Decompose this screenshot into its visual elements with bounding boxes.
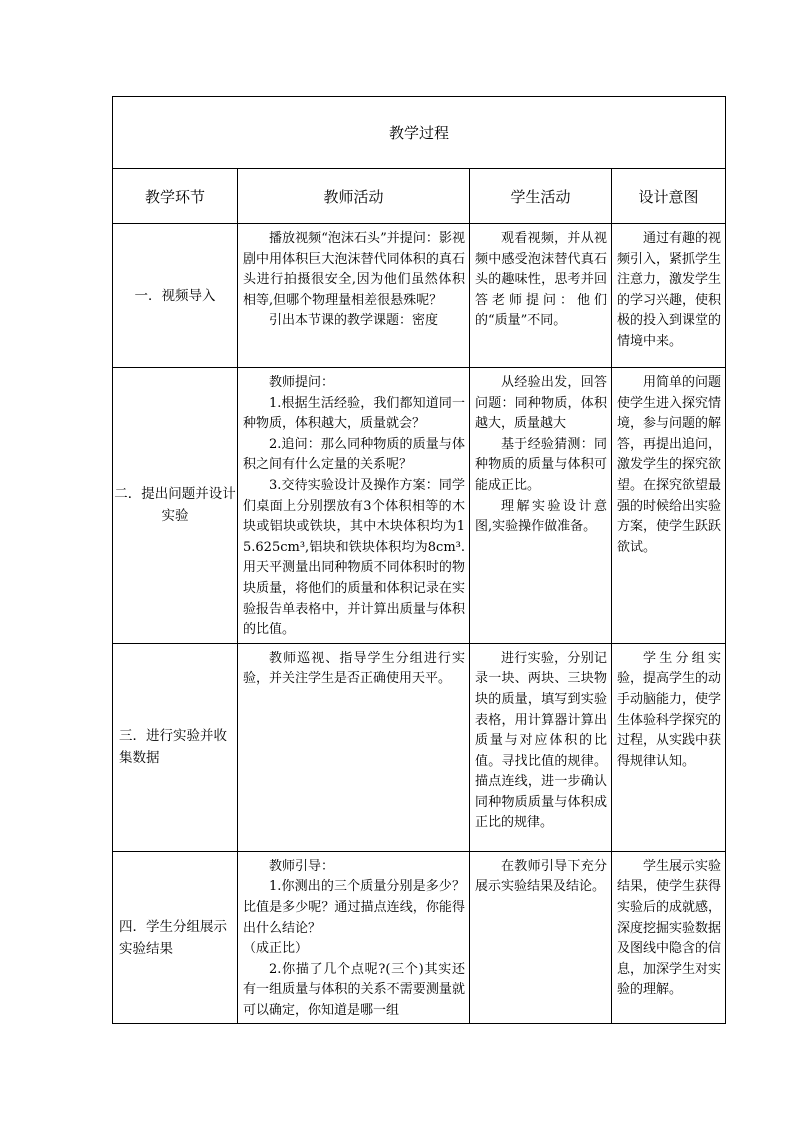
teacher-paragraph: 引出本节课的教学课题：密度 [269, 313, 439, 329]
teacher-paragraph: 2.追问：那么同种物质的质量与体积之间有什么定量的关系呢？ [243, 436, 465, 473]
design-intent-cell [612, 643, 726, 851]
teacher-paragraph: 教师引导： [269, 858, 335, 874]
teacher-paragraph: 播放视频“泡沫石头”并提问：影视剧中用体积巨大泡沫替代同体积的真石头进行拍摄很安全,因为他们虽然体积相等,但哪个物理量相差很悬殊呢？ [243, 231, 465, 308]
design-intent-cell [612, 224, 726, 368]
teacher-activity-cell [238, 851, 470, 1024]
student-activity-cell [470, 643, 612, 851]
table-row [113, 851, 726, 1024]
stage-cell: 二．提出问题并设计实验 [113, 368, 238, 644]
teacher-activity-cell [238, 643, 470, 851]
header-stage: 教学环节 [113, 169, 238, 224]
intent-paragraph: 用简单的问题使学生进入探究情境，参与问题的解答，再提出追问，激发学生的探究欲望。在探究欲望最强的时候给出实验方案，使学生跃跃欲试。 [617, 375, 722, 555]
teacher-activity-cell [238, 368, 470, 644]
header-student-activity: 学生活动 [470, 169, 612, 224]
header-teacher-activity: 教师活动 [238, 169, 470, 224]
teacher-activity-cell [238, 224, 470, 368]
table-title-row [113, 97, 726, 169]
student-paragraph: 基于经验猜测：同种物质的质量与体积可能成正比。 [475, 436, 607, 493]
header-design-intent: 设计意图 [612, 169, 726, 224]
teacher-paragraph: 1.根据生活经验，我们都知道同一种物质，体积越大，质量就会？ [243, 395, 465, 432]
table-row [113, 368, 726, 644]
design-intent-cell [612, 368, 726, 644]
intent-paragraph: 学生分组实验，提高学生的动手动脑能力，使学生体验科学探究的过程，从实践中获得规律认知。 [617, 650, 722, 769]
teacher-paragraph: 2.你描了几个点呢?(三个)其实还有一组质量与体积的关系不需要测量就可以确定，你知道是哪一组 [243, 961, 465, 1018]
teacher-paragraph: 教师巡视、指导学生分组进行实验，并关注学生是否正确使用天平。 [243, 650, 465, 687]
teaching-process-table [112, 96, 726, 1024]
student-activity-cell [470, 224, 612, 368]
student-activity-cell [470, 851, 612, 1024]
table-row [113, 643, 726, 851]
intent-paragraph: 学生展示实验结果，使学生获得实验后的成就感，深度挖掘实验数据及图线中隐含的信息，加深学生对实验的理解。 [617, 858, 722, 998]
student-paragraph: 从经验出发，回答问题：同种物质，体积越大，质量越大 [475, 375, 607, 432]
student-paragraph: 在教师引导下充分展示实验结果及结论。 [475, 858, 607, 895]
teacher-paragraph: 3.交待实验设计及操作方案：同学们桌面上分别摆放有3个体积相等的木块或铝块或铁块，其中木块体积均为15.625cm³,铝块和铁块体积均为8cm³.用天平测量出同种物质不同体积时的物块质量，将他们的质量和体积记录在实验报告单表格中，并计算出质量与体积的比值。 [243, 477, 465, 638]
teacher-paragraph: 1.你测出的三个质量分别是多少？比值是多少呢？通过描点连线，你能得出什么结论？ [243, 879, 465, 936]
table-title: 教学过程 [113, 97, 726, 169]
stage-cell: 三．进行实验并收集数据 [113, 643, 238, 851]
design-intent-cell [612, 851, 726, 1024]
student-activity-cell [470, 368, 612, 644]
table-row [113, 224, 726, 368]
teacher-paragraph: 教师提问： [269, 375, 335, 390]
student-paragraph: 观看视频，并从视频中感受泡沫替代真石头的趣味性，思考并回答老师提问：他们的“质量”不同。 [475, 231, 607, 329]
student-paragraph: 理解实验设计意图,实验操作做准备。 [475, 498, 607, 535]
intent-paragraph: 通过有趣的视频引入，紧抓学生注意力，激发学生的学习兴趣，使积极的投入到课堂的情境中来。 [617, 231, 722, 349]
stage-cell: 一．视频导入 [113, 224, 238, 368]
teacher-paragraph: （成正比） [243, 941, 309, 957]
stage-cell: 四．学生分组展示实验结果 [113, 851, 238, 1024]
table-header-row [113, 169, 726, 224]
student-paragraph: 进行实验，分别记录一块、两块、三块物块的质量，填写到实验表格，用计算器计算出质量与对应体积的比值。寻找比值的规律。描点连线，进一步确认同种物质质量与体积成正比的规律。 [475, 650, 607, 831]
